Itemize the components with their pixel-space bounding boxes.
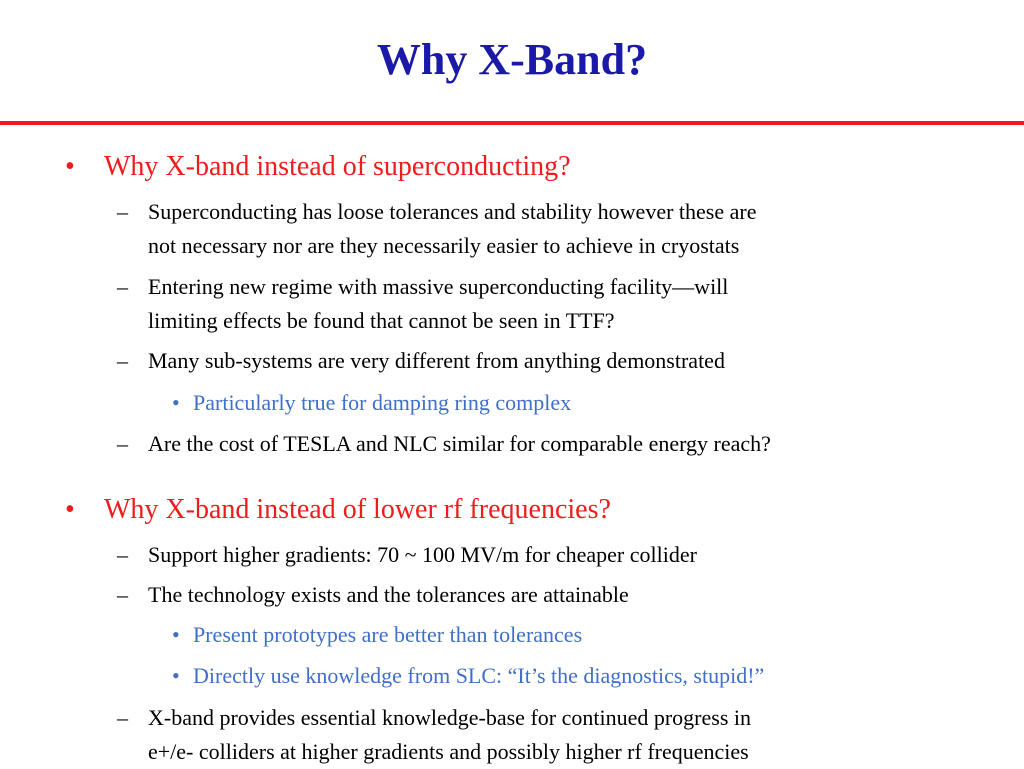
list-item-text: Are the cost of TESLA and NLC similar for comparable energy reach? xyxy=(148,431,771,456)
dash-icon: – xyxy=(117,582,128,607)
sub-bullet-icon: • xyxy=(172,663,180,688)
list-item-text: Many sub-systems are very different from anything demonstrated xyxy=(148,348,725,373)
dash-icon: – xyxy=(117,431,128,456)
bullet-icon: • xyxy=(65,494,75,525)
dash-icon: – xyxy=(117,705,128,730)
dash-icon: – xyxy=(117,542,128,567)
sub-bullet-icon: • xyxy=(172,622,180,647)
list-item-text: The technology exists and the tolerances are attainable xyxy=(148,582,629,607)
list-item-text: not necessary nor are they necessarily easier to achieve in cryostats xyxy=(148,233,740,258)
list-item-text: X-band provides essential knowledge-base for continued progress in xyxy=(148,705,752,730)
sub-bullet-icon: • xyxy=(172,390,180,415)
list-item-text: Superconducting has loose tolerances and stability however these are xyxy=(148,199,757,224)
list-item-text: e+/e- colliders at higher gradients and possibly higher rf frequencies xyxy=(148,739,749,764)
dash-icon: – xyxy=(117,199,128,224)
sub-list-item-text: Directly use knowledge from SLC: “It’s the diagnostics, stupid!” xyxy=(193,663,765,688)
bullet-icon: • xyxy=(65,151,75,182)
list-item-text: Entering new regime with massive superconducting facility—will xyxy=(148,274,729,299)
sub-list-item-text: Present prototypes are better than tolerances xyxy=(193,622,583,647)
list-item-text: Support higher gradients: 70 ~ 100 MV/m for cheaper collider xyxy=(148,542,697,567)
dash-icon: – xyxy=(117,274,128,299)
slide-title: Why X-Band? xyxy=(376,35,648,84)
sub-list-item-text: Particularly true for damping ring complex xyxy=(193,390,572,415)
section-heading-text: Why X-band instead of superconducting? xyxy=(104,151,571,182)
list-item-text: limiting effects be found that cannot be seen in TTF? xyxy=(148,308,615,333)
dash-icon: – xyxy=(117,348,128,373)
section-heading-text: Why X-band instead of lower rf frequencies? xyxy=(104,494,611,525)
